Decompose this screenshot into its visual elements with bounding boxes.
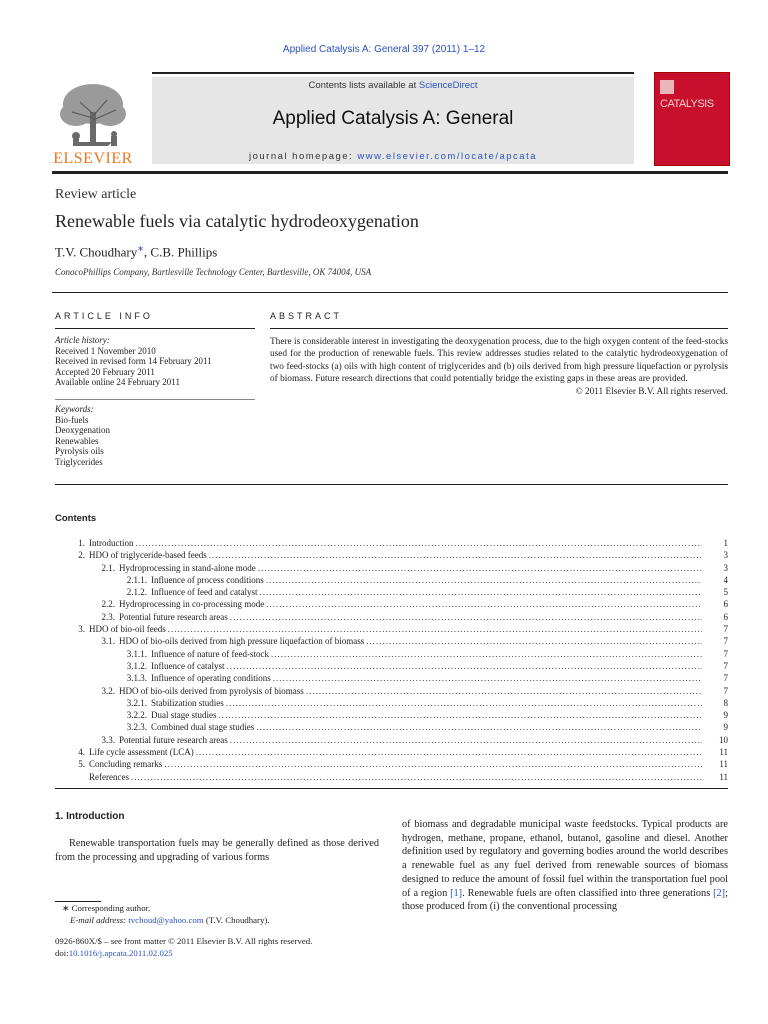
toc-row[interactable] (55, 721, 728, 733)
keywords-rule (55, 399, 255, 400)
toc-leader (256, 562, 702, 574)
issn-line: 0926-860X/$ – see front matter © 2011 Elsevier B.V. All rights reserved. (55, 936, 313, 946)
toc-leader (271, 672, 702, 684)
abstract-rule (270, 328, 728, 329)
contents-heading: Contents (55, 513, 97, 524)
section-heading-introduction: 1. Introduction (55, 811, 125, 822)
toc-leader (207, 549, 702, 561)
toc-leader (194, 746, 702, 758)
affiliation: ConocoPhillips Company, Bartlesville Technology Center, Bartlesville, OK 74004, USA (55, 267, 372, 277)
history-item: Received 1 November 2010 (55, 345, 156, 356)
toc-page-number: 1 (723, 538, 728, 548)
header-rule (52, 171, 728, 174)
intro-left-column: Renewable transportation fuels may be generally defined as those derived from the processing and upgrading of various forms (55, 838, 379, 863)
toc-title[interactable]: Introduction (89, 538, 134, 548)
footnote-mark: ∗ (62, 903, 70, 913)
masthead-rule (152, 72, 634, 74)
article-title: Renewable fuels via catalytic hydrodeoxygenation (55, 211, 419, 231)
history-item: Accepted 20 February 2011 (55, 366, 155, 377)
toc-row[interactable] (55, 549, 728, 561)
toc-title[interactable]: Concluding remarks (89, 759, 163, 770)
keyword: Deoxygenation (55, 425, 110, 435)
toc-number: 1. (78, 538, 85, 548)
toc-title[interactable]: Stabilization studies (151, 697, 224, 708)
running-head[interactable]: Applied Catalysis A: General 397 (2011) 1–12 (282, 44, 486, 55)
toc-number: 3.2.1. (126, 697, 147, 708)
toc-number: 3.1.2. (126, 660, 147, 671)
homepage-link[interactable]: www.elsevier.com/locate/apcata (357, 151, 537, 162)
cover-title: CATALYSIS (660, 98, 714, 110)
toc-title[interactable]: Potential future research areas (119, 734, 228, 745)
toc-leader (224, 660, 702, 672)
author-name[interactable]: T.V. Choudhary (55, 244, 138, 260)
toc-page-number: 7 (723, 685, 728, 696)
toc-page-number: 11 (719, 747, 728, 758)
toc-page-number: 8 (723, 697, 728, 708)
toc-leader (228, 611, 702, 623)
abstract-copyright: © 2011 Elsevier B.V. All rights reserved. (575, 386, 728, 397)
toc-title[interactable]: HDO of bio-oils derived from pyrolysis of biomass (119, 685, 304, 696)
article-type: Review article (55, 187, 137, 202)
toc-row[interactable] (55, 574, 728, 586)
article-info-heading: ARTICLE INFO (55, 311, 153, 321)
keywords (55, 404, 255, 467)
toc-number: 3.2.2. (126, 710, 147, 721)
toc-row[interactable] (55, 697, 728, 709)
corresponding-author-note: Corresponding author. (69, 903, 151, 913)
toc-title[interactable]: HDO of bio-oil feeds (89, 624, 166, 635)
toc-row[interactable] (55, 586, 728, 598)
toc-row[interactable] (55, 734, 728, 746)
toc-number: 2.1. (101, 562, 115, 573)
contents-availability (152, 80, 634, 91)
toc-leader (217, 709, 703, 721)
toc-page-number: 6 (723, 599, 728, 610)
toc-title[interactable]: HDO of bio-oils derived from high pressure liquefaction of biomass (119, 636, 365, 647)
toc-title[interactable]: Hydroprocessing in stand-alone mode (119, 562, 256, 573)
toc-page-number: 9 (723, 722, 728, 733)
abstract-end-rule (55, 484, 728, 485)
history-item: Available online 24 February 2011 (55, 377, 180, 387)
intro-right-column (402, 818, 728, 914)
toc-number: 4. (78, 747, 85, 758)
toc-title[interactable]: References (89, 771, 129, 782)
toc-page-number: 3 (723, 562, 728, 573)
toc-title[interactable]: Dual stage studies (151, 710, 217, 721)
toc-row[interactable] (55, 771, 728, 783)
toc-row[interactable] (55, 685, 728, 697)
toc-row[interactable] (55, 648, 728, 660)
toc-page-number: 3 (723, 550, 728, 561)
contents-end-rule (55, 788, 728, 789)
email-label: E-mail address: (70, 914, 129, 925)
toc-leader (269, 648, 702, 660)
toc-page-number: 4 (723, 574, 728, 585)
toc-leader (228, 734, 702, 746)
keyword: Bio-fuels (55, 414, 89, 425)
toc-leader (162, 758, 702, 770)
author-separator: , (143, 244, 151, 260)
toc-row[interactable] (55, 598, 728, 610)
toc-number: 3.1. (101, 636, 115, 647)
toc-page-number: 10 (719, 734, 728, 745)
contents-prefix: Contents lists available at (308, 80, 419, 91)
toc-title[interactable]: Influence of nature of feed-stock (151, 648, 269, 659)
toc-number: 2. (78, 550, 85, 561)
toc-row[interactable] (55, 709, 728, 721)
intro-text: . Renewable fuels are often classified into three generations (462, 887, 714, 899)
article-info-rule (55, 328, 255, 329)
footnote-rule (55, 901, 101, 902)
toc-page-number: 9 (723, 710, 728, 721)
toc-row[interactable] (55, 672, 728, 684)
toc-leader (264, 598, 702, 610)
toc-number: 3.1.3. (126, 673, 147, 684)
history-item: Received in revised form 14 February 2011 (55, 356, 212, 366)
toc-number: 3.2.3. (126, 722, 147, 733)
toc-title[interactable]: Combined dual stage studies (151, 722, 255, 733)
page-footer (55, 936, 312, 959)
keyword: Triglycerides (55, 456, 103, 467)
toc-leader (304, 685, 702, 697)
toc-page-number: 7 (723, 660, 728, 671)
toc-title[interactable]: Influence of process conditions (151, 574, 264, 585)
toc-leader (134, 537, 703, 549)
doi-prefix: doi: (55, 947, 69, 958)
toc-leader (257, 586, 702, 598)
intro-text: ; those produced from (i) the conventional processing (402, 887, 728, 913)
toc-page-number: 11 (719, 759, 728, 770)
toc-row[interactable] (55, 611, 728, 623)
toc-row[interactable] (55, 623, 728, 635)
keyword: Renewables (55, 435, 99, 446)
toc-number: 3.1.1. (126, 648, 147, 659)
toc-title[interactable]: Influence of feed and catalyst (151, 587, 258, 598)
toc-page-number: 7 (723, 624, 728, 635)
toc-title[interactable]: HDO of triglyceride-based feeds (89, 550, 207, 561)
sciencedirect-link[interactable]: ScienceDirect (418, 80, 478, 91)
toc-title[interactable]: Potential future research areas (119, 611, 228, 622)
homepage-prefix: journal homepage: (249, 151, 358, 162)
elsevier-wordmark: ELSEVIER (53, 150, 133, 167)
toc-number: 5. (78, 759, 85, 770)
toc-row[interactable] (55, 660, 728, 672)
keywords-label: Keywords: (55, 404, 94, 414)
journal-title: Applied Catalysis A: General (272, 108, 514, 129)
keyword: Pyrolysis oils (55, 446, 104, 456)
toc-page-number: 5 (723, 587, 728, 598)
table-of-contents (55, 537, 728, 783)
toc-number: 2.3. (101, 611, 115, 622)
toc-number: 3.2. (101, 685, 115, 696)
abstract-text: There is considerable interest in investigating the deoxygenation process, due to the high oxygen content of the feed-stocks used for the production of renewable fuels. This review addresses studies related to the catalytic hydrodeoxygenation of two feed-stocks (a) oils with high content of triglycerides and (b) oils derived from high pressure liquefaction or pyrolysis of biomass. Future research directions that could potentially bridge the existing gaps in these areas are provided. (270, 337, 728, 385)
toc-page-number: 7 (723, 636, 728, 647)
toc-number (55, 771, 85, 783)
toc-page-number: 11 (719, 771, 728, 782)
toc-leader (364, 635, 702, 647)
toc-row[interactable] (55, 562, 728, 574)
toc-row[interactable] (55, 758, 728, 770)
affiliation-rule (52, 292, 728, 293)
intro-text: of biomass and degradable municipal waste feedstocks. Typical products are hydrogen, methane, propane, ethanol, butanol, gasoline and diesel. Another definition used by regulatory and governing bodies around the world describes a renewable fuel as any fuel derived from renewable sources of biomass designed to reduce the amount of fossil fuel within the transportation fuel pool of a region (402, 819, 728, 899)
reference-link[interactable]: [2] (713, 887, 726, 899)
toc-number: 3. (78, 624, 85, 635)
toc-leader (224, 697, 702, 709)
email-link[interactable]: tvchoud@yahoo.com (128, 914, 204, 925)
author-list (55, 244, 217, 260)
journal-homepage (152, 151, 634, 162)
toc-number: 2.2. (101, 599, 115, 610)
doi-link[interactable]: 10.1016/j.apcata.2011.02.025 (68, 947, 173, 958)
toc-page-number: 7 (723, 648, 728, 659)
toc-title[interactable]: Influence of catalyst (151, 660, 225, 671)
corresponding-author-mark[interactable]: ∗ (137, 244, 144, 253)
toc-leader (254, 721, 702, 733)
toc-number: 2.1.1. (126, 574, 147, 585)
toc-title[interactable]: Influence of operating conditions (151, 673, 271, 684)
abstract-body (270, 336, 728, 398)
cover-emblem-icon (660, 80, 674, 94)
email-suffix: (T.V. Choudhary). (203, 914, 270, 925)
toc-title[interactable]: Hydroprocessing in co-processing mode (119, 599, 265, 610)
toc-row[interactable] (55, 635, 728, 647)
toc-number: 2.1.2. (126, 587, 147, 598)
history-label: Article history: (55, 335, 110, 345)
toc-leader (264, 574, 702, 586)
toc-leader (129, 771, 702, 783)
toc-leader (166, 623, 702, 635)
toc-row[interactable] (55, 746, 728, 758)
toc-row[interactable] (55, 537, 728, 549)
footnote (62, 903, 270, 926)
abstract-heading: ABSTRACT (270, 311, 343, 321)
reference-link[interactable]: [1] (450, 887, 463, 899)
toc-title[interactable]: Life cycle assessment (LCA) (89, 747, 194, 758)
article-history (55, 335, 255, 388)
toc-page-number: 7 (723, 673, 728, 684)
toc-page-number: 6 (723, 611, 728, 622)
toc-number: 3.3. (101, 734, 115, 745)
author-name[interactable]: C.B. Phillips (150, 244, 218, 260)
